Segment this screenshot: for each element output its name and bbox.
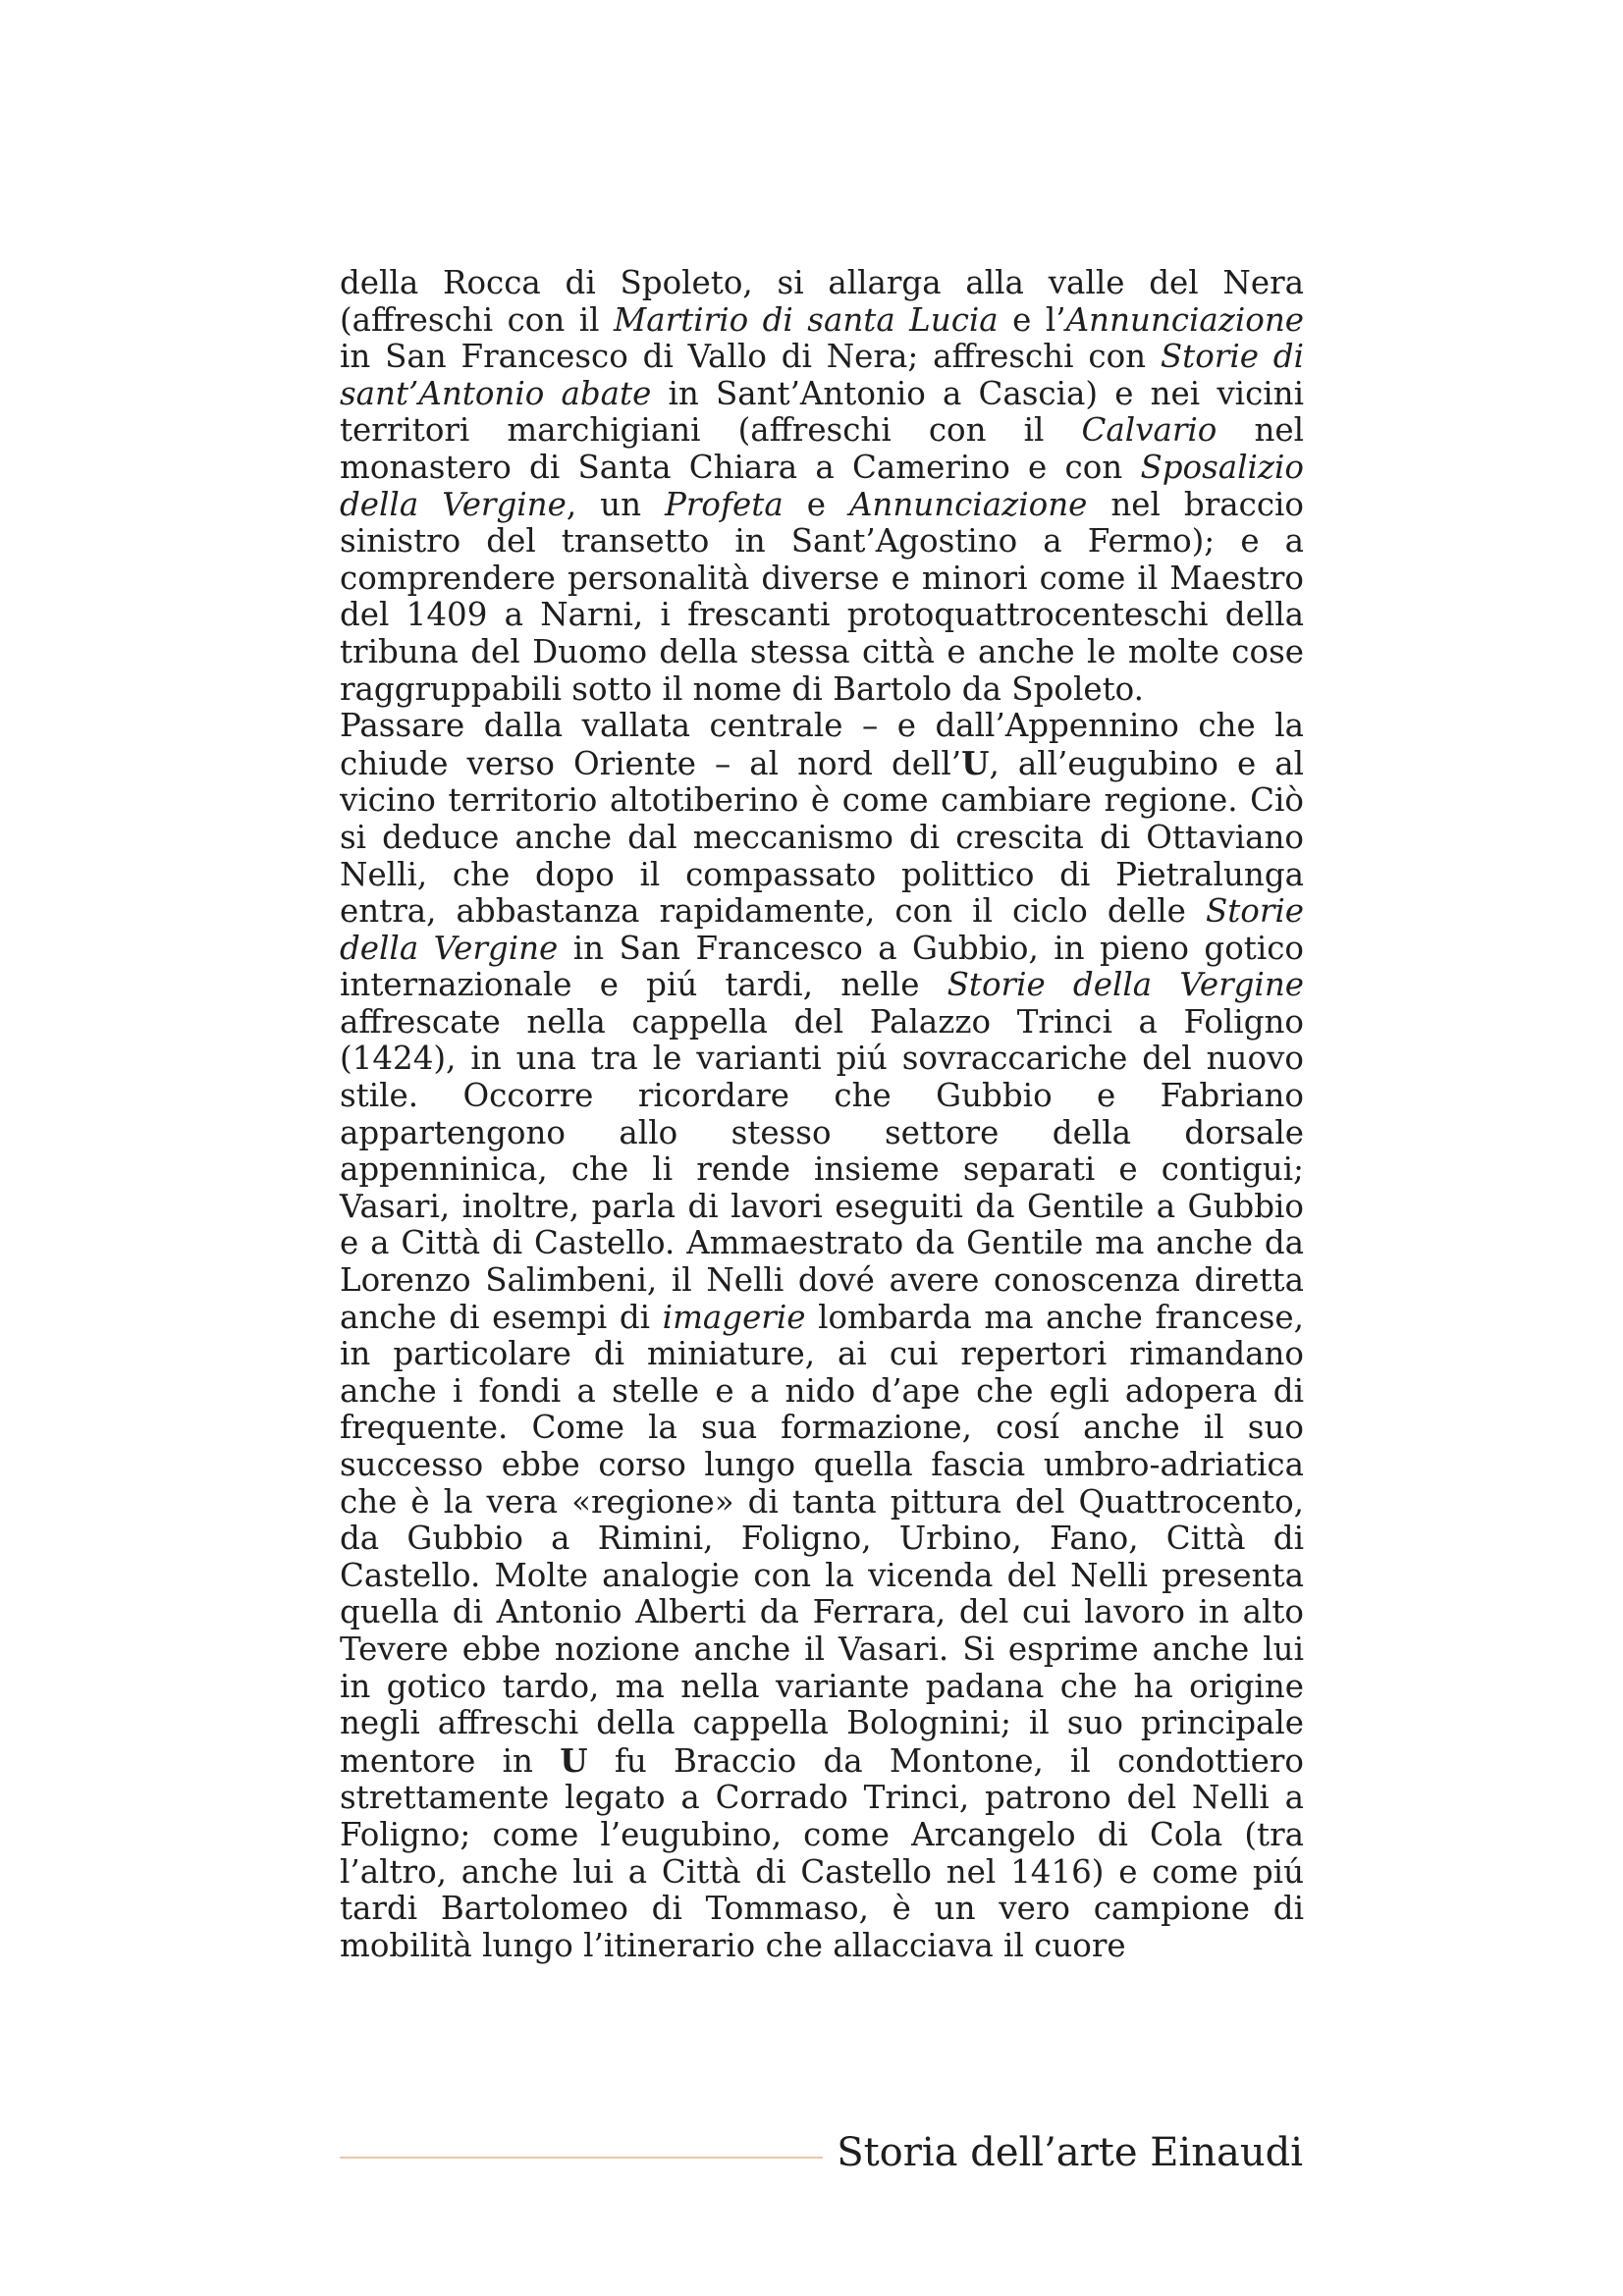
paragraph-2: Passare dalla vallata centrale – e dall’Appennino che la chiude verso Oriente – al nord dell’U, all’eugubino e al vicino territorio altotiberino è come cambiare regione. Ciò si deduce anche dal meccanismo di crescita di Ottaviano Nelli, che dopo il compassato polittico di Pietralunga entra, abbastanza rapidamente, con il ciclo delle Storie della Vergine in San Francesco a Gubbio, in pieno gotico internazionale e piú tardi, nelle Storie della Vergine affrescate nella cappella del Palazzo Trinci a Foligno (1424), in una tra le varianti piú sovraccariche del nuovo stile. Occorre ricordare che Gubbio e Fabriano appartengono allo stesso settore della dorsale appenninica, che li rende insieme separati e contigui; Vasari, inoltre, parla di lavori eseguiti da Gentile a Gubbio e a Città di Castello. Ammaestrato da Gentile ma anche da Lorenzo Salimbeni, il Nelli dové avere conoscenza diretta anche di esempi di imagerie lombarda ma anche francese, in particolare di miniature, ai cui repertori rimandano anche i fondi a stelle e a nido d’ape che egli adopera di frequente. Come la sua formazione, cosí anche il suo successo ebbe corso lungo quella fascia umbro-adriatica che è la vera «regione» di tanta pittura del Quattrocento, da Gubbio a Rimini, Foligno, Urbino, Fano, Città di Castello. Molte analogie con la vicenda del Nelli presenta quella di Antonio Alberti da Ferrara, del cui lavoro in alto Tevere ebbe nozione anche il Vasari. Si esprime anche lui in gotico tardo, ma nella variante padana che ha origine negli affreschi della cappella Bolognini; il suo principale mentore in U fu Braccio da Montone, il condottiero strettamente legato a Corrado Trinci, patrono del Nelli a Foligno; come l’eugubino, come Arcangelo di Cola (tra l’altro, anche lui a Città di Castello nel 1416) e come piú tardi Bartolomeo di Tommaso, è un vero campione di mobilità lungo l’itinerario che allacciava il cuore xyxy=(340,707,1304,1964)
footer-rule xyxy=(340,2157,823,2159)
body-text xyxy=(340,265,1304,1964)
footer-title: Storia dell’arte Einaudi xyxy=(837,2130,1303,2175)
paragraph-1: della Rocca di Spoleto, si allarga alla valle del Nera (affreschi con il Martirio di santa Lucia e l’Annunciazione in San Francesco di Vallo di Nera; affreschi con Storie di sant’Antonio abate in Sant’Antonio a Cascia) e nei vicini territori marchigiani (affreschi con il Calvario nel monastero di Santa Chiara a Camerino e con Sposalizio della Vergine, un Profeta e Annunciazione nel braccio sinistro del transetto in Sant’Agostino a Fermo); e a comprendere personalità diverse e minori come il Maestro del 1409 a Narni, i frescanti protoquattrocenteschi della tribuna del Duomo della stessa città e anche le molte cose raggruppabili sotto il nome di Bartolo da Spoleto. xyxy=(340,264,1304,708)
